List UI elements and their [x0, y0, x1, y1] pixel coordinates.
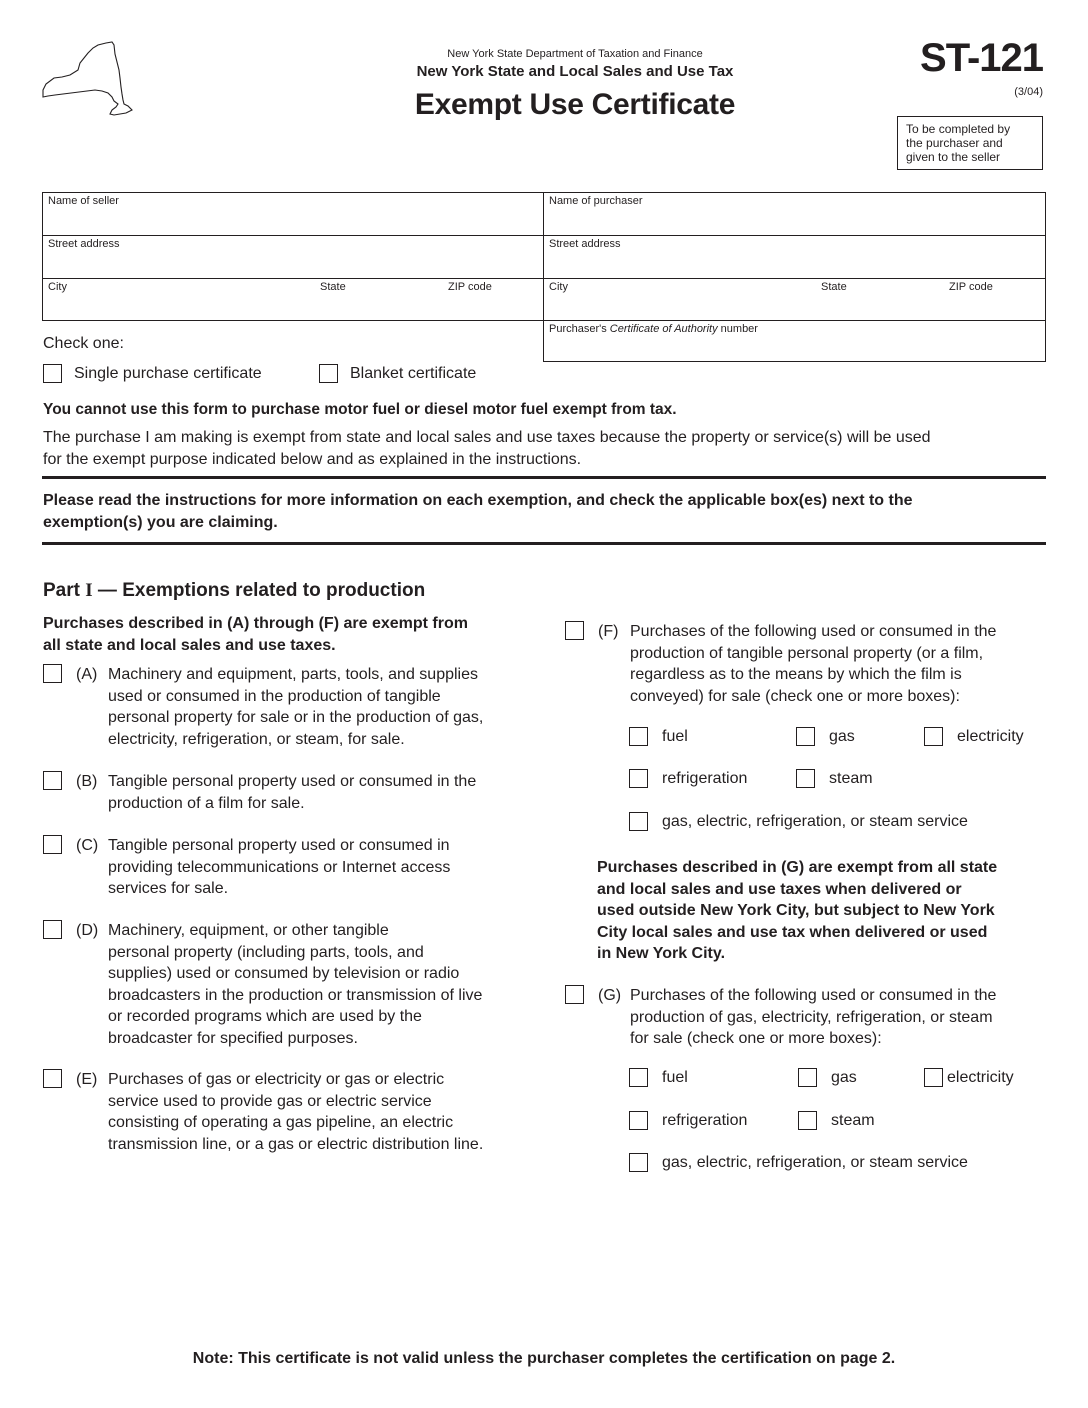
text-line: Tangible personal property used or consumed in — [108, 837, 450, 854]
seller-street-field[interactable] — [42, 235, 544, 279]
g-refrigeration-checkbox[interactable] — [629, 1111, 648, 1130]
exemption-text — [630, 621, 996, 707]
purchaser-city-state-zip-field[interactable] — [543, 278, 1046, 321]
exemption-a-checkbox[interactable] — [43, 664, 62, 683]
g-option-refrigeration[interactable] — [629, 1111, 747, 1130]
seller-name-field[interactable] — [42, 192, 544, 236]
f-service-checkbox[interactable] — [629, 812, 648, 831]
field-label: Name of purchaser — [549, 195, 643, 207]
purchaser-street-field[interactable] — [543, 235, 1046, 279]
g-option-electricity[interactable] — [924, 1068, 1014, 1087]
option-label: refrigeration — [662, 1111, 748, 1129]
text-line: or recorded programs which are used by the — [108, 1008, 422, 1025]
instructions-line: To be completed by — [906, 122, 1011, 136]
form-title: Exempt Use Certificate — [414, 88, 736, 121]
option-label: steam — [829, 769, 873, 787]
option-label: fuel — [662, 727, 688, 745]
exemption-text — [108, 771, 476, 814]
text-line: personal property for sale or in the production of gas, — [108, 709, 484, 726]
text-line: Tangible personal property used or consumed in the — [108, 773, 477, 790]
exemption-letter: (G) — [598, 987, 622, 1004]
blanket-certificate-checkbox[interactable] — [319, 364, 338, 383]
text-line: broadcaster for specified purposes. — [108, 1029, 358, 1047]
exemption-text — [108, 920, 482, 1049]
new-york-state-outline-icon — [40, 40, 135, 118]
field-label: State — [821, 281, 847, 293]
blanket-certificate-option[interactable] — [319, 364, 476, 383]
check-one-label: Check one: — [43, 335, 124, 352]
exemption-e-checkbox[interactable] — [43, 1069, 62, 1088]
option-label: fuel — [662, 1068, 688, 1086]
text-line: production of tangible personal property (or a film, — [630, 644, 984, 662]
seller-city-state-zip-field[interactable] — [42, 278, 544, 321]
intro-line: Purchases described in (G) are exempt from all state — [597, 859, 998, 876]
field-label-part: number — [717, 323, 758, 335]
option-label: Single purchase certificate — [74, 364, 262, 382]
f-option-refrigeration[interactable] — [629, 769, 747, 788]
part-g-intro — [597, 857, 1047, 965]
instructions-line: the purchaser and — [906, 136, 1003, 150]
text-line: for sale (check one or more boxes): — [630, 1030, 882, 1047]
instructions-line: given to the seller — [906, 150, 1001, 164]
text-line: used or consumed in the production of tangible — [108, 687, 441, 705]
text-line: Purchases of gas or electricity or gas or electric — [108, 1071, 445, 1088]
intro-line: in New York City. — [597, 945, 726, 962]
exemption-b-checkbox[interactable] — [43, 771, 62, 790]
intro-line: City local sales and use tax when delivered or used — [597, 923, 988, 941]
g-option-gas[interactable] — [798, 1068, 857, 1087]
exemption-c — [43, 835, 533, 901]
text-line: electricity, refrigeration, or steam, for sale. — [108, 730, 405, 748]
field-label: ZIP code — [949, 281, 993, 293]
field-label-part: Purchaser's — [549, 323, 610, 335]
purchaser-name-field[interactable] — [543, 192, 1046, 236]
field-label: City — [48, 281, 67, 293]
field-label-part: Certificate of Authority — [609, 323, 718, 335]
option-label: gas — [829, 727, 855, 745]
text-line: personal property (including parts, tools, and — [108, 943, 424, 961]
f-option-fuel[interactable] — [629, 727, 688, 746]
read-instructions-note — [43, 490, 1043, 533]
text-line: Machinery, equipment, or other tangible — [108, 922, 389, 939]
exemption-text — [108, 1069, 483, 1155]
exemption-text — [108, 835, 450, 900]
option-label: refrigeration — [662, 769, 748, 787]
divider — [42, 542, 1046, 545]
option-label: electricity — [957, 727, 1024, 745]
form-revision-date: (3/04) — [1014, 86, 1043, 98]
text-line: conveyed) for sale (check one or more boxes): — [630, 687, 960, 705]
exemption-a — [43, 664, 533, 754]
g-fuel-checkbox[interactable] — [629, 1068, 648, 1087]
exemption-f-checkbox[interactable] — [565, 621, 584, 640]
text-line: providing telecommunications or Internet access — [108, 858, 451, 876]
exemption-g-checkbox[interactable] — [565, 985, 584, 1004]
option-label: electricity — [947, 1068, 1014, 1086]
f-option-electricity[interactable] — [924, 727, 1024, 746]
exemption-text — [630, 985, 996, 1050]
exemption-letter: (C) — [76, 837, 99, 854]
field-label — [549, 323, 758, 335]
exemption-d — [43, 920, 533, 1050]
text-line: transmission line, or a gas or electric distribution line. — [108, 1135, 484, 1153]
text-line: Purchases of the following used or consumed in the — [630, 987, 997, 1004]
g-option-fuel[interactable] — [629, 1068, 688, 1087]
f-steam-checkbox[interactable] — [796, 769, 815, 788]
g-option-service[interactable] — [629, 1153, 968, 1172]
f-option-gas[interactable] — [796, 727, 855, 746]
text-line: regardless as to the means by which the film is — [630, 666, 962, 683]
note-line: exemption(s) you are claiming. — [43, 513, 278, 531]
exempt-purpose-statement — [43, 427, 1053, 470]
exemption-letter: (A) — [76, 666, 98, 683]
intro-line: and local sales and use taxes when delivered or — [597, 880, 962, 898]
f-option-service[interactable] — [629, 812, 968, 831]
exemption-b — [43, 771, 533, 816]
completion-instructions-box — [897, 116, 1043, 170]
exemption-f — [565, 621, 1045, 711]
exemption-text — [108, 664, 483, 750]
motor-fuel-warning: You cannot use this form to purchase motor fuel or diesel motor fuel exempt from tax. — [43, 401, 677, 418]
text-line: production of gas, electricity, refrigeration, or steam — [630, 1008, 993, 1026]
exemption-c-checkbox[interactable] — [43, 835, 62, 854]
single-purchase-option[interactable] — [43, 364, 262, 383]
part-1-heading — [43, 580, 425, 602]
exemption-letter: (D) — [76, 922, 99, 939]
field-label: City — [549, 281, 568, 293]
g-service-checkbox[interactable] — [629, 1153, 648, 1172]
text-line: consisting of operating a gas pipeline, an electric — [108, 1114, 454, 1131]
part-1-intro — [43, 613, 468, 656]
f-gas-checkbox[interactable] — [796, 727, 815, 746]
note-line: Please read the instructions for more information on each exemption, and check the applicable box(es) next to the — [43, 492, 913, 509]
field-label: Street address — [549, 238, 621, 250]
intro-line: used outside New York City, but subject to New York — [597, 902, 995, 919]
seller-purchaser-grid — [42, 192, 1046, 362]
f-electricity-checkbox[interactable] — [924, 727, 943, 746]
text-line: production of a film for sale. — [108, 794, 305, 812]
exemption-letter: (F) — [598, 623, 619, 640]
form-number: ST-121 — [920, 36, 1043, 80]
single-purchase-checkbox[interactable] — [43, 364, 62, 383]
exemption-e — [43, 1069, 533, 1159]
exemption-d-checkbox[interactable] — [43, 920, 62, 939]
text-line: services for sale. — [108, 880, 229, 897]
text-line: Purchases of the following used or consumed in the — [630, 623, 997, 640]
footer-note: Note: This certificate is not valid unless the purchaser completes the certification on page 2. — [192, 1350, 896, 1367]
option-label: gas, electric, refrigeration, or steam service — [662, 1153, 968, 1171]
field-label: Street address — [48, 238, 120, 250]
g-steam-checkbox[interactable] — [798, 1111, 817, 1130]
text-line: supplies) used or consumed by television or radio — [108, 965, 460, 982]
g-electricity-checkbox[interactable] — [924, 1068, 943, 1087]
text-line: broadcasters in the production or transmission of live — [108, 986, 483, 1004]
certificate-of-authority-field[interactable] — [543, 320, 1046, 362]
text-line: Machinery and equipment, parts, tools, and supplies — [108, 666, 478, 683]
field-label: Name of seller — [48, 195, 119, 207]
text-line: service used to provide gas or electric service — [108, 1092, 432, 1110]
f-refrigeration-checkbox[interactable] — [629, 769, 648, 788]
form-subtitle: New York State and Local Sales and Use Tax — [416, 63, 734, 80]
field-label: ZIP code — [448, 281, 492, 293]
heading-part: — Exemptions related to production — [92, 580, 426, 601]
department-name: New York State Department of Taxation and Finance — [447, 48, 703, 60]
statement-line: The purchase I am making is exempt from state and local sales and use taxes because the property or service(s) will be used — [43, 429, 931, 446]
exemption-letter: (B) — [76, 773, 98, 790]
field-label: State — [320, 281, 346, 293]
option-label: gas, electric, refrigeration, or steam service — [662, 812, 968, 830]
g-option-steam[interactable] — [798, 1111, 875, 1130]
heading-part: I — [85, 580, 93, 601]
divider — [42, 476, 1046, 479]
intro-line: all state and local sales and use taxes. — [43, 636, 336, 654]
intro-line: Purchases described in (A) through (F) are exempt from — [43, 615, 468, 632]
option-label: Blanket certificate — [350, 364, 477, 382]
exemption-letter: (E) — [76, 1071, 98, 1088]
option-label: steam — [831, 1111, 875, 1129]
option-label: gas — [831, 1068, 857, 1086]
g-gas-checkbox[interactable] — [798, 1068, 817, 1087]
exemption-g — [565, 985, 1045, 1051]
f-fuel-checkbox[interactable] — [629, 727, 648, 746]
statement-line: for the exempt purpose indicated below and as explained in the instructions. — [43, 450, 582, 468]
f-option-steam[interactable] — [796, 769, 873, 788]
heading-part: Part — [43, 580, 86, 601]
